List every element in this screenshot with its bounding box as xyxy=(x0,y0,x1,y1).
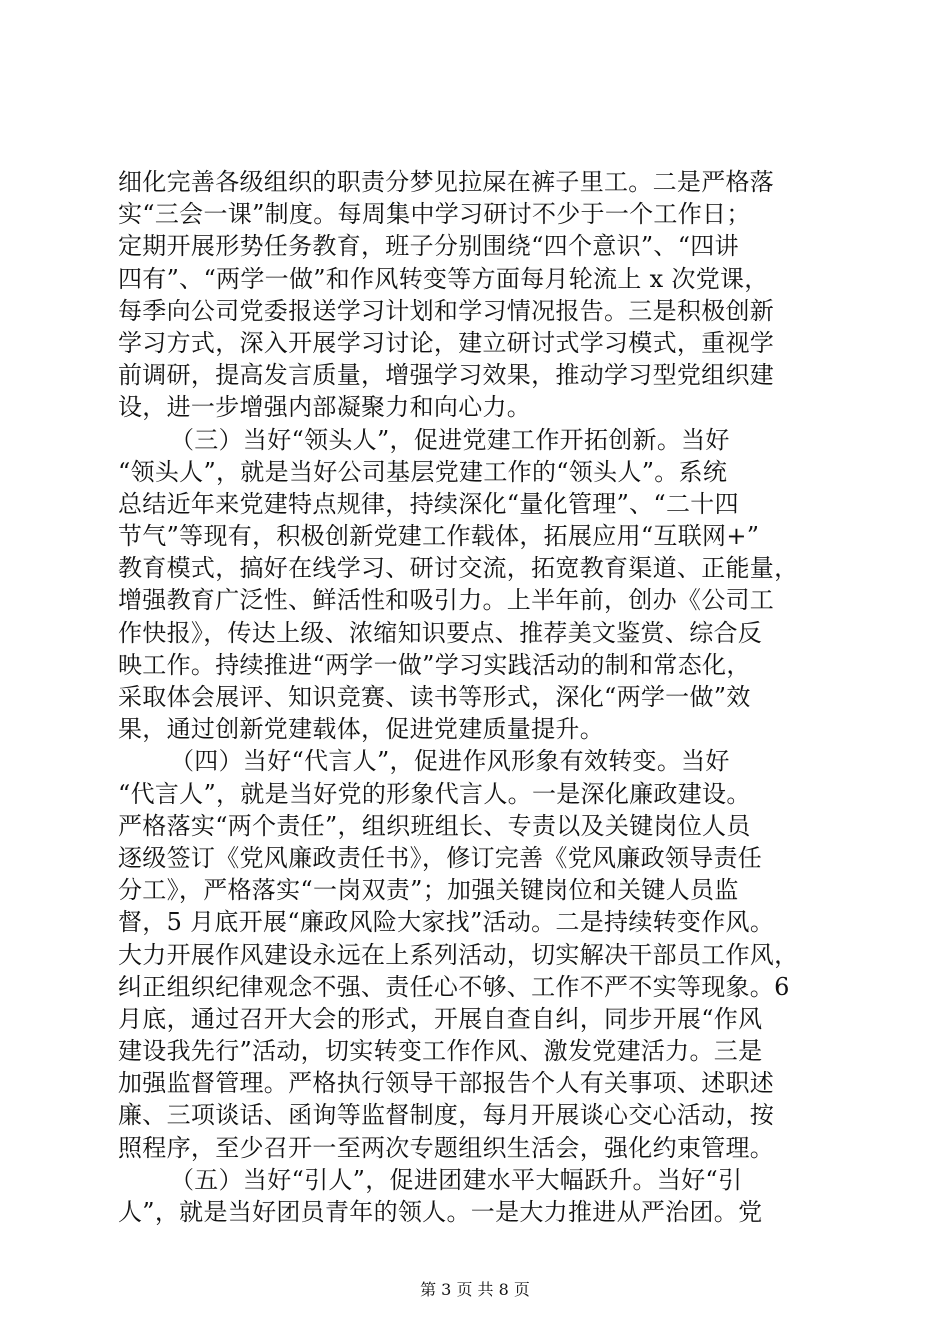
text-line: 月底，通过召开大会的形式，开展自查自纠，同步开展“作风 xyxy=(118,1004,763,1033)
text-line: 廉、三项谈话、函询等监督制度，每月开展谈心交心活动，按 xyxy=(118,1101,775,1130)
text-line: 细化完善各级组织的职责分梦见拉屎在裤子里工。二是严格落 xyxy=(118,168,775,196)
text-line: “代言人”，就是当好党的形象代言人。一是深化廉政建设。 xyxy=(118,779,751,808)
text-line: 教育模式，搞好在线学习、研讨交流，拓宽教育渠道、正能量， xyxy=(118,554,799,583)
text-line: 映工作。持续推进“两学一做”学习实践活动的制和常态化， xyxy=(118,650,751,679)
text-line: 前调研，提高发言质量，增强学习效果，推动学习型党组织建 xyxy=(118,361,775,390)
text-line: 学习方式，深入开展学习讨论，建立研讨式学习模式，重视学 xyxy=(118,328,775,357)
text-line: 实“三会一课”制度。每周集中学习研讨不少于一个工作日； xyxy=(118,200,751,229)
text-line: 严格落实“两个责任”，组织班组长、专责以及关键岗位人员 xyxy=(118,811,751,840)
text-line: 总结近年来党建特点规律，持续深化“量化管理”、“二十四 xyxy=(118,489,739,518)
text-line: “领头人”，就是当好公司基层党建工作的“领头人”。系统 xyxy=(118,457,728,486)
text-line: 节气”等现有，积极创新党建工作载体，拓展应用“互联网+” xyxy=(118,522,760,551)
text-line: 四有”、“两学一做”和作风转变等方面每月轮流上 x 次党课， xyxy=(118,264,769,293)
text-line: 逐级签订《党风廉政责任书》，修订完善《党风廉政领导责任 xyxy=(118,843,763,872)
text-line: 加强监督管理。严格执行领导干部报告个人有关事项、述职述 xyxy=(118,1069,775,1098)
text-line: （五）当好“引人”，促进团建水平大幅跃升。当好“引 xyxy=(170,1165,743,1194)
document-body xyxy=(118,166,832,1228)
text-line: 作快报》，传达上级、浓缩知识要点、推荐美文鉴赏、综合反 xyxy=(118,618,763,647)
text-line: 照程序，至少召开一至两次专题组织生活会，强化约束管理。 xyxy=(118,1133,775,1162)
text-line: 分工》，严格落实“一岗双责”；加强关键岗位和关键人员监 xyxy=(118,876,739,905)
text-line: （三）当好“领头人”，促进党建工作开拓创新。当好 xyxy=(170,425,730,454)
page-footer: 第 3 页 共 8 页 xyxy=(420,1280,530,1299)
text-line: 增强教育广泛性、鲜活性和吸引力。上半年前，创办《公司工 xyxy=(118,586,775,615)
text-line: 人”，就是当好团员青年的领人。一是大力推进从严治团。党 xyxy=(118,1198,763,1226)
text-line: （四）当好“代言人”，促进作风形象有效转变。当好 xyxy=(170,747,730,776)
text-line: 定期开展形势任务教育，班子分别围绕“四个意识”、“四讲 xyxy=(118,232,739,261)
text-line: 建设我先行”活动，切实转变工作作风、激发党建活力。三是 xyxy=(118,1037,763,1066)
text-line: 纠正组织纪律观念不强、责任心不够、工作不严不实等现象。6 xyxy=(118,972,790,1001)
text-line: 每季向公司党委报送学习计划和学习情况报告。三是积极创新 xyxy=(118,296,775,325)
text-line: 果，通过创新党建载体，促进党建质量提升。 xyxy=(118,715,604,744)
text-line: 设，进一步增强内部凝聚力和向心力。 xyxy=(118,393,532,422)
text-line: 采取体会展评、知识竞赛、读书等形式，深化“两学一做”效 xyxy=(118,683,751,711)
text-line: 督，5 月底开展“廉政风险大家找”活动。二是持续转变作风。 xyxy=(118,908,775,937)
text-line: 大力开展作风建设永远在上系列活动，切实解决干部员工作风， xyxy=(118,940,799,969)
